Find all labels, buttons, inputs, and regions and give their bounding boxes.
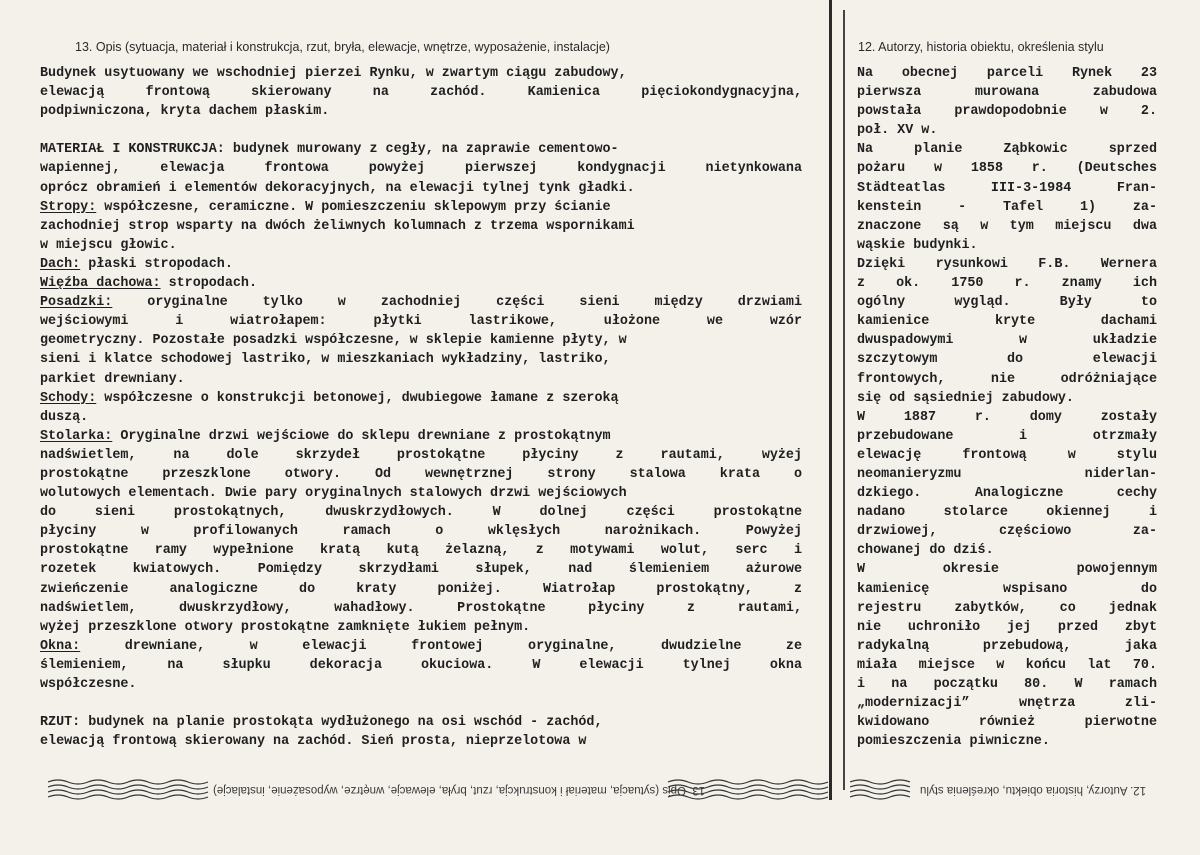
description-column (40, 64, 802, 751)
text-line (857, 541, 1157, 560)
line-text: wolutowych elementach. Dwie pary oryginalnych stalowych drzwi wejściowych (40, 486, 627, 502)
text-line (40, 618, 802, 637)
text-line (857, 694, 1157, 713)
text-line (857, 732, 1157, 751)
text-line (857, 83, 1157, 102)
line-text: i na początku 80. W ramach (857, 677, 1157, 692)
text-line (857, 121, 1157, 140)
line-text: Na obecnej parceli Rynek 23 (857, 66, 1157, 81)
line-text: W okresie powojennym (857, 562, 1157, 578)
line-text: do sieni prostokątnych, dwuskrzydłowych. W dolnej części prostokątne (40, 505, 802, 521)
section-keyword: Posadzki: (40, 295, 113, 311)
line-text: Budynek usytuowany we wschodniej pierzei Rynku, w zwartym ciągu zabudowy, (40, 66, 627, 81)
line-text: Oryginalne drzwi wejściowe do sklepu drewniane z prostokątnym (112, 428, 611, 444)
text-line (40, 179, 802, 198)
text-line (857, 637, 1157, 656)
line-text: płaski stropodach. (80, 256, 233, 272)
text-line (40, 408, 802, 427)
blank-line (40, 694, 802, 713)
line-text: kwidowano również pierwotne (857, 715, 1157, 731)
line-text: radykalną przebudową, jaka (857, 638, 1157, 654)
line-text: nadświetlem, dwuskrzydłowy, wahadłowy. Prostokątne płyciny z rautami, (40, 600, 802, 616)
line-text: pomieszczenia piwniczne. (857, 734, 1050, 750)
text-line (857, 64, 1157, 83)
line-text: drzwiowej, częściowo za- (857, 524, 1157, 540)
line-text: dzkiego. Analogiczne cechy (857, 486, 1157, 502)
text-line (857, 503, 1157, 522)
text-line (40, 274, 802, 293)
line-text: Dzięki rysunkowi F.B. Wernera (857, 256, 1157, 272)
text-line (857, 484, 1157, 503)
text-line (857, 331, 1157, 350)
line-text: Na planie Ząbkowic sprzed (857, 142, 1157, 158)
text-line (857, 618, 1157, 637)
text-line (40, 522, 802, 541)
form-footer-right (850, 776, 1200, 806)
line-text: elewacją frontową skierowany na zachód. Sień prosta, nieprzelotowa w (40, 734, 587, 750)
blank-line (40, 121, 802, 140)
line-text: dwuspadowymi w układzie (857, 333, 1157, 349)
text-line (857, 102, 1157, 121)
text-line (40, 64, 802, 83)
text-line (857, 255, 1157, 274)
line-text: ślemieniem, na słupku dekoracja okuciowa. W elewacji tylnej okna (40, 657, 802, 673)
line-text: kamienice kryte dachami (857, 314, 1157, 330)
text-line (857, 580, 1157, 599)
text-line (857, 656, 1157, 675)
text-line (40, 198, 802, 217)
text-line (40, 560, 802, 579)
line-text: chowanej do dziś. (857, 543, 994, 559)
line-text: duszą. (40, 409, 89, 425)
line-text: się od sąsiedniej zabudowy. (857, 390, 1074, 406)
line-text: pierwsza murowana zabudowa (857, 85, 1157, 101)
text-line (40, 599, 802, 618)
text-line (40, 236, 802, 255)
line-text: prostokątne ramy wypełnione kratą kutą żelazną, z motywami wolut, serc i (40, 543, 802, 559)
line-text: płyciny w profilowanych ramach o wklęsłych narożnikach. Powyżej (40, 524, 802, 540)
line-text: pożaru w 1858 r. (Deutsches (857, 161, 1157, 177)
section-keyword: Dach: (40, 256, 81, 272)
line-text: nadano stolarce okiennej i (857, 505, 1157, 521)
text-line (857, 217, 1157, 236)
text-line (857, 140, 1157, 159)
text-line (857, 312, 1157, 331)
section-12-header: 12. Autorzy, historia obiektu, określenia stylu (858, 40, 1104, 54)
text-line (40, 102, 802, 121)
text-line (857, 350, 1157, 369)
line-text: oryginalne tylko w zachodniej części sieni między drzwiami (112, 295, 802, 311)
text-line (40, 331, 802, 350)
line-text: RZUT: budynek na planie prostokąta wydłużonego na osi wschód - zachód, (40, 715, 603, 731)
text-line (40, 83, 802, 102)
text-line (857, 599, 1157, 618)
text-line (857, 560, 1157, 579)
text-line (857, 198, 1157, 217)
line-text: wąskie budynki. (857, 237, 978, 253)
section-keyword: Stropy: (40, 199, 97, 215)
text-line (40, 713, 802, 732)
line-text: stropodach. (160, 276, 257, 292)
text-line (40, 255, 802, 274)
line-text: powstała prawdopodobnie w 2. (857, 104, 1157, 120)
text-line (40, 389, 802, 408)
text-line (40, 370, 802, 389)
text-line (857, 293, 1157, 312)
line-text: MATERIAŁ I KONSTRUKCJA: budynek murowany z cegły, na zaprawie cementowo- (40, 142, 619, 158)
text-line (857, 446, 1157, 465)
text-line (40, 293, 802, 312)
text-line (40, 675, 802, 694)
text-line (40, 637, 802, 656)
column-divider (829, 0, 832, 800)
text-line (40, 350, 802, 369)
line-text: kamienicę wspisano do (857, 581, 1157, 597)
line-text: prostokątne przeszklone otwory. Od wewnętrznej strony stalowa krata o (40, 466, 802, 482)
line-text: nadświetlem, na dole skrzydeł prostokątne płyciny z rautami, wyżej (40, 447, 802, 463)
text-line (40, 312, 802, 331)
text-line (857, 675, 1157, 694)
section-13-header: 13. Opis (sytuacja, materiał i konstrukcja, rzut, bryła, elewacje, wnętrze, wyposażenie, instalacje) (75, 40, 610, 54)
line-text: zwieńczenie analogiczne do kraty poniżej. Wiatrołap prostokątny, z (40, 581, 802, 597)
text-line (40, 503, 802, 522)
line-text: współczesne. (40, 677, 137, 692)
line-text: kenstein - Tafel 1) za- (857, 199, 1157, 215)
line-text: zachodniej strop wsparty na dwóch żeliwnych kolumnach z trzema wspornikami (40, 218, 635, 234)
line-text: nie uchroniło jej przed zbyt (857, 619, 1157, 635)
text-line (40, 484, 802, 503)
text-line (857, 522, 1157, 541)
section-keyword: Więźba dachowa: (40, 276, 161, 292)
line-text: wyżej przeszklone otwory prostokątne zamknięte łukiem pełnym. (40, 619, 531, 635)
line-text: drewniane, w elewacji frontowej oryginalne, dwudzielne ze (80, 638, 802, 654)
line-text: podpiwniczona, kryta dachem płaskim. (40, 104, 330, 120)
line-text: „modernizacji” wnętrza zli- (857, 696, 1157, 712)
line-text: wapiennej, elewacja frontowa powyżej pierwszej kondygnacji nietynkowana (40, 161, 802, 177)
text-line (857, 179, 1157, 198)
line-text: sieni i klatce schodowej lastriko, w mieszkaniach wykładziny, lastriko, (40, 352, 611, 368)
text-line (857, 389, 1157, 408)
line-text: współczesne, ceramiczne. W pomieszczeniu sklepowym przy ścianie (96, 199, 611, 215)
text-line (857, 408, 1157, 427)
text-line (40, 217, 802, 236)
line-text: neomanieryzmu niderlan- (857, 466, 1157, 482)
line-text: poł. XV w. (857, 123, 938, 139)
line-text: Städteatlas III-3-1984 Fran- (857, 180, 1157, 196)
line-text: rozetek kwiatowych. Pomiędzy skrzydłami słupek, nad ślemieniem ażurowe (40, 562, 802, 578)
text-line (40, 140, 802, 159)
line-text: wejściowymi i wiatrołapem: płytki lastrikowe, ułożone we wzór (40, 314, 802, 330)
line-text: znaczone są w tym miejscu dwa (857, 218, 1157, 234)
text-line (857, 713, 1157, 732)
line-text: w miejscu głowic. (40, 237, 177, 253)
line-text: współczesne o konstrukcji betonowej, dwubiegowe łamane z szeroką (96, 390, 619, 406)
line-text: elewację frontową w stylu (857, 447, 1157, 463)
section-keyword: Okna: (40, 638, 81, 654)
line-text: parkiet drewniany. (40, 371, 185, 387)
text-line (857, 370, 1157, 389)
mirrored-header-12: 12. Autorzy, historia obiektu, określenia stylu (920, 784, 1147, 796)
form-footer-left (48, 776, 828, 806)
line-text: rejestru zabytków, co jednak (857, 600, 1157, 616)
text-line (40, 580, 802, 599)
line-text: elewacją frontową skierowany na zachód. Kamienica pięciokondygnacyjna, (40, 85, 802, 101)
line-text: geometryczny. Pozostałe posadzki współczesne, w sklepie kamienne płyty, w (40, 333, 627, 349)
line-text: z ok. 1750 r. znamy ich (857, 276, 1157, 292)
text-line (40, 159, 802, 178)
column-divider-secondary (843, 10, 845, 790)
text-line (40, 541, 802, 560)
line-text: przebudowane i otrzmały (857, 428, 1157, 444)
text-line (40, 446, 802, 465)
line-text: frontowych, nie odróżniające (857, 371, 1157, 387)
mirrored-header-13: 13. Opis (sytuacja, materiał i konstrukcja, rzut, bryła, elewacje, wnętrze, wyposażenie, instalacje) (213, 784, 706, 796)
history-column (857, 64, 1157, 751)
line-text: ogólny wygląd. Były to (857, 295, 1157, 311)
text-line (857, 427, 1157, 446)
section-keyword: Stolarka: (40, 428, 113, 444)
section-keyword: Schody: (40, 390, 97, 406)
text-line (857, 465, 1157, 484)
text-line (857, 274, 1157, 293)
text-line (857, 236, 1157, 255)
line-text: szczytowym do elewacji (857, 352, 1157, 368)
text-line (40, 732, 802, 751)
text-line (40, 656, 802, 675)
line-text: miała miejsce w końcu lat 70. (857, 657, 1157, 673)
text-line (857, 159, 1157, 178)
line-text: oprócz obramień i elementów dekoracyjnych, na elewacji tylnej tynk gładki. (40, 180, 635, 196)
text-line (40, 465, 802, 484)
text-line (40, 427, 802, 446)
line-text: W 1887 r. domy zostały (857, 409, 1157, 425)
